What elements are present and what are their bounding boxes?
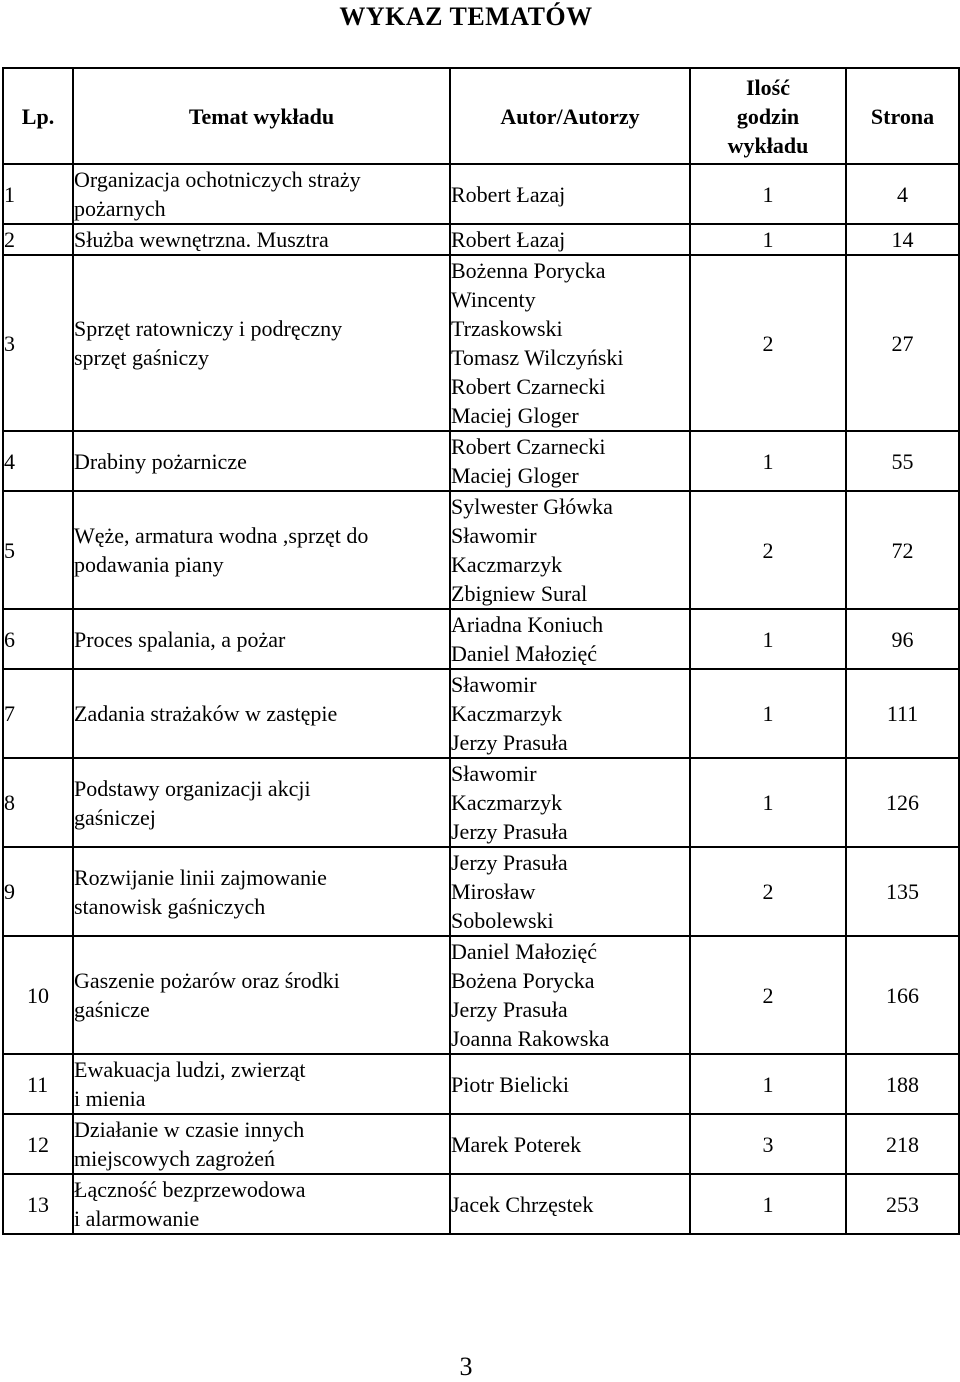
topics-table [2, 67, 960, 1235]
topic-line: Węże, armatura wodna ,sprzęt do [74, 523, 369, 548]
header-topic: Temat wykładu [73, 68, 450, 164]
row-page: 4 [846, 164, 959, 224]
author-name: Piotr Bielicki [451, 1071, 569, 1097]
author-name: Jerzy Prasuła [451, 850, 568, 875]
topic-line: sprzęt gaśniczy [74, 345, 209, 370]
row-hours: 2 [690, 936, 846, 1054]
row-authors [450, 758, 690, 847]
table-row [3, 609, 959, 669]
row-page: 55 [846, 431, 959, 491]
row-topic [73, 224, 450, 255]
table-row [3, 936, 959, 1054]
author-name: Joanna Rakowska [451, 1026, 610, 1051]
row-number: 8 [3, 758, 73, 847]
row-authors [450, 1114, 690, 1174]
topic-line: stanowisk gaśniczych [74, 893, 266, 919]
topic-line: miejscowych zagrożeń [74, 1146, 275, 1171]
row-topic [73, 669, 450, 758]
row-hours: 1 [690, 1054, 846, 1114]
row-page: 14 [846, 224, 959, 255]
topic-line: i mienia [74, 1086, 146, 1111]
row-page: 72 [846, 491, 959, 609]
topic-line: Sprzęt ratowniczy i podręczny [74, 316, 343, 341]
page-number: 3 [459, 1352, 473, 1381]
row-page: 253 [846, 1174, 959, 1234]
row-authors [450, 847, 690, 936]
table-body [3, 164, 959, 1234]
row-number: 11 [3, 1054, 73, 1114]
author-name: Jerzy Prasuła [451, 730, 568, 755]
row-page: 126 [846, 758, 959, 847]
row-authors [450, 936, 690, 1054]
row-page: 111 [846, 669, 959, 758]
row-number: 2 [3, 224, 73, 255]
topic-line: Rozwijanie linii zajmowanie [74, 864, 327, 890]
author-name: Kaczmarzyk [451, 790, 563, 815]
row-hours: 1 [690, 224, 846, 255]
topic-line: i alarmowanie [74, 1206, 200, 1231]
row-page: 218 [846, 1114, 959, 1174]
row-hours: 1 [690, 164, 846, 224]
row-number: 9 [3, 847, 73, 936]
row-authors [450, 224, 690, 255]
author-name: Robert Czarnecki [451, 374, 606, 399]
table-row [3, 164, 959, 224]
row-authors [450, 1174, 690, 1234]
author-name: Sławomir [451, 761, 537, 786]
row-number: 1 [3, 164, 73, 224]
row-topic [73, 164, 450, 224]
author-name: Kaczmarzyk [451, 701, 563, 726]
author-name: Robert Łazaj [451, 181, 566, 207]
table-row [3, 224, 959, 255]
row-topic [73, 491, 450, 609]
author-name: Sławomir [451, 672, 537, 697]
table-row [3, 758, 959, 847]
author-name: Trzaskowski [451, 316, 563, 341]
author-name: Kaczmarzyk [451, 552, 563, 577]
author-name: Maciej Gloger [451, 463, 579, 488]
header-hours-line: wykładu [727, 132, 809, 158]
row-hours: 2 [690, 847, 846, 936]
row-authors [450, 491, 690, 609]
row-page: 27 [846, 255, 959, 431]
author-name: Sławomir [451, 523, 537, 548]
row-page: 96 [846, 609, 959, 669]
row-hours: 2 [690, 491, 846, 609]
table-row [3, 431, 959, 491]
row-authors [450, 1054, 690, 1114]
row-hours: 1 [690, 1174, 846, 1234]
row-hours: 1 [690, 669, 846, 758]
row-hours: 1 [690, 758, 846, 847]
row-topic [73, 1114, 450, 1174]
row-number: 10 [3, 936, 73, 1054]
row-authors [450, 164, 690, 224]
topic-line: podawania piany [74, 552, 224, 577]
author-name: Tomasz Wilczyński [451, 345, 624, 370]
row-authors [450, 609, 690, 669]
author-name: Daniel Małozięć [451, 641, 597, 666]
header-hours-line: Ilość [746, 74, 790, 100]
topic-line: Podstawy organizacji akcji [74, 775, 311, 801]
topic-line: Proces spalania, a pożar [74, 626, 286, 652]
author-name: Jerzy Prasuła [451, 997, 568, 1022]
row-number: 7 [3, 669, 73, 758]
table-row [3, 1174, 959, 1234]
row-page: 188 [846, 1054, 959, 1114]
row-topic [73, 1054, 450, 1114]
row-number: 13 [3, 1174, 73, 1234]
table-row [3, 669, 959, 758]
author-name: Wincenty [451, 287, 536, 312]
row-page: 166 [846, 936, 959, 1054]
row-hours: 1 [690, 609, 846, 669]
row-number: 4 [3, 431, 73, 491]
topic-line: Gaszenie pożarów oraz środki [74, 968, 340, 993]
author-name: Sylwester Główka [451, 494, 613, 519]
row-authors [450, 255, 690, 431]
row-number: 6 [3, 609, 73, 669]
table-row [3, 1054, 959, 1114]
author-name: Marek Poterek [451, 1131, 582, 1157]
author-name: Sobolewski [451, 908, 554, 933]
row-number: 3 [3, 255, 73, 431]
topic-line: Służba wewnętrzna. Musztra [74, 227, 329, 252]
topic-line: Łączność bezprzewodowa [74, 1177, 306, 1202]
row-hours: 3 [690, 1114, 846, 1174]
header-page: Strona [846, 68, 959, 164]
header-hours [690, 68, 846, 164]
author-name: Zbigniew Sural [451, 581, 588, 606]
topic-line: gaśnicze [74, 997, 150, 1022]
topic-line: Zadania strażaków w zastępie [74, 701, 338, 726]
table-row [3, 491, 959, 609]
topic-line: Działanie w czasie innych [74, 1117, 305, 1142]
row-hours: 2 [690, 255, 846, 431]
topic-line: pożarnych [74, 196, 166, 221]
author-name: Maciej Gloger [451, 403, 579, 428]
author-name: Jerzy Prasuła [451, 819, 568, 844]
topic-line: Organizacja ochotniczych straży [74, 167, 361, 192]
header-lp: Lp. [3, 68, 73, 164]
row-topic [73, 255, 450, 431]
topic-line: Drabiny pożarnicze [74, 448, 247, 474]
row-topic [73, 936, 450, 1054]
row-page: 135 [846, 847, 959, 936]
table-row [3, 1114, 959, 1174]
table-row [3, 255, 959, 431]
topic-line: gaśniczej [74, 804, 156, 830]
row-topic [73, 431, 450, 491]
topic-line: Ewakuacja ludzi, zwierząt [74, 1057, 306, 1082]
row-topic [73, 847, 450, 936]
row-number: 5 [3, 491, 73, 609]
row-topic [73, 1174, 450, 1234]
header-row [3, 68, 959, 164]
row-number: 12 [3, 1114, 73, 1174]
author-name: Ariadna Koniuch [451, 612, 604, 637]
author-name: Daniel Małozięć [451, 939, 597, 964]
author-name: Jacek Chrzęstek [451, 1191, 594, 1217]
author-name: Bożena Porycka [451, 968, 595, 993]
row-authors [450, 669, 690, 758]
author-name: Robert Łazaj [451, 227, 566, 252]
author-name: Robert Czarnecki [451, 434, 606, 459]
row-topic [73, 609, 450, 669]
author-name: Bożenna Porycka [451, 258, 606, 283]
author-name: Mirosław [451, 879, 536, 904]
row-topic [73, 758, 450, 847]
header-hours-line: godzin [736, 103, 800, 129]
page-title: WYKAZ TEMATÓW [339, 2, 593, 31]
table-row [3, 847, 959, 936]
row-authors [450, 431, 690, 491]
header-authors: Autor/Autorzy [450, 68, 690, 164]
row-hours: 1 [690, 431, 846, 491]
